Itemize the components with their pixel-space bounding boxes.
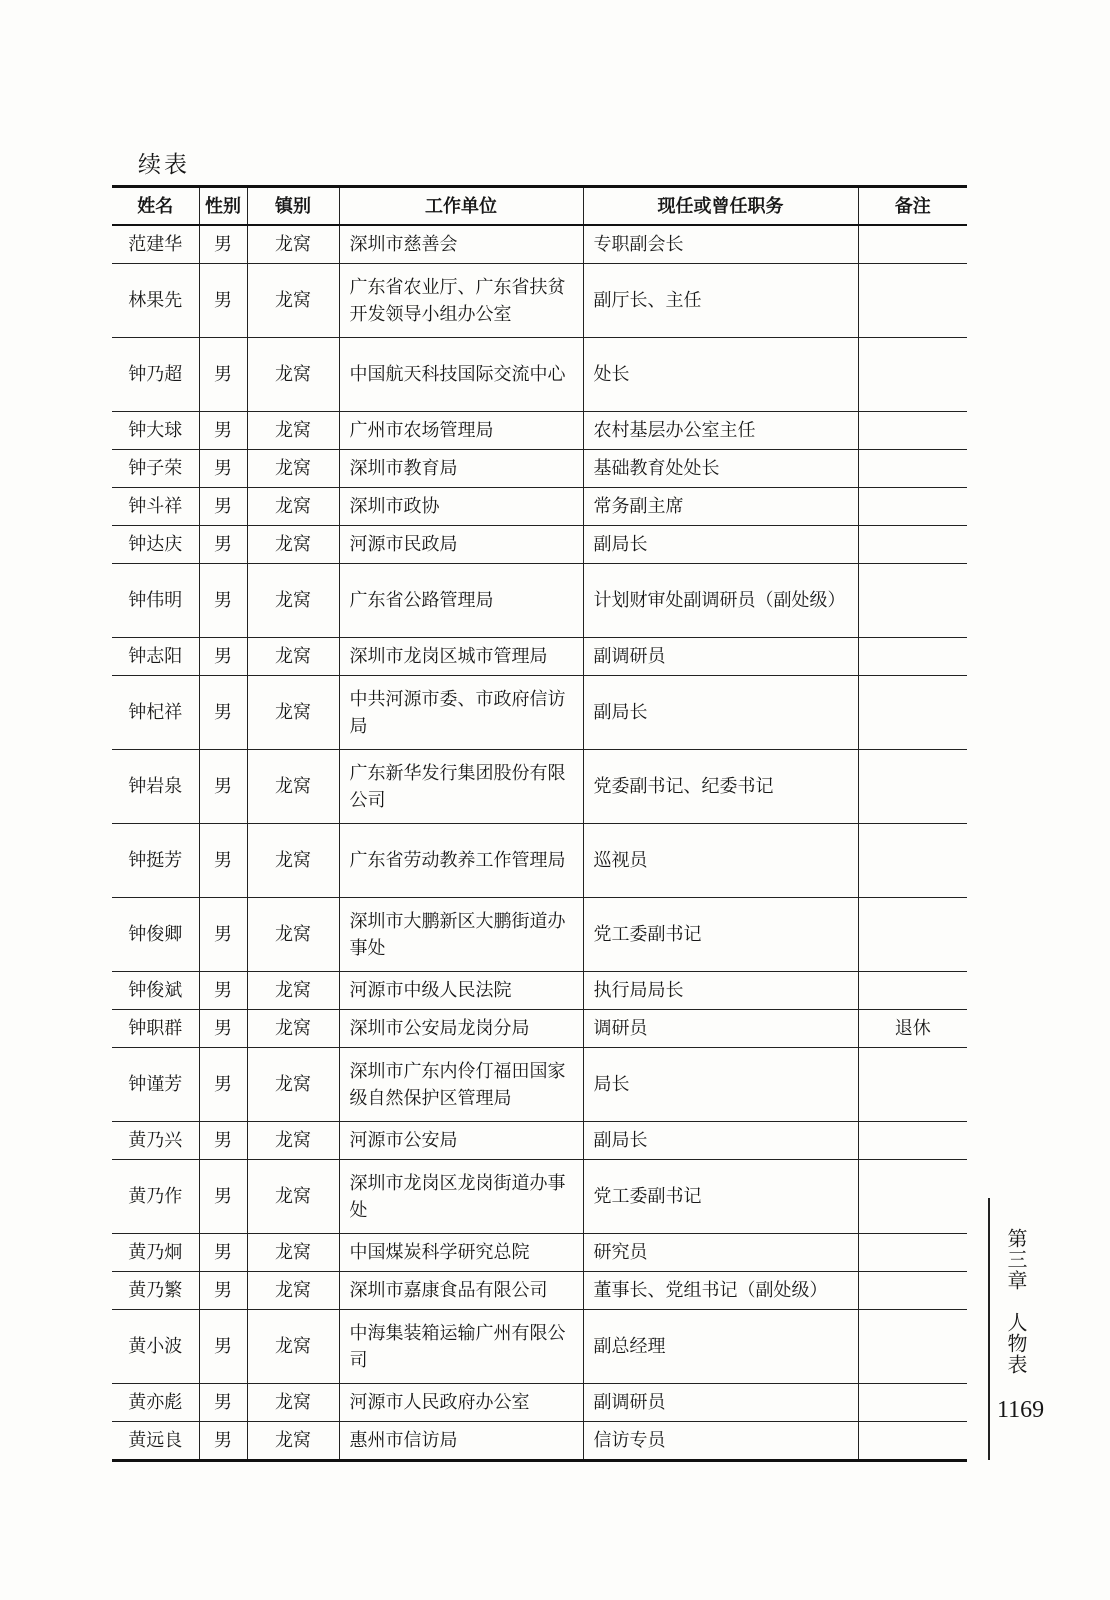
cell-sex: 男 bbox=[199, 488, 247, 526]
cell-unit: 中海集装箱运输广州有限公司 bbox=[339, 1310, 583, 1384]
cell-town: 龙窝 bbox=[247, 824, 339, 898]
cell-note bbox=[858, 1310, 967, 1384]
cell-position: 调研员 bbox=[583, 1010, 858, 1048]
cell-town: 龙窝 bbox=[247, 1272, 339, 1310]
cell-unit: 广东省公路管理局 bbox=[339, 564, 583, 638]
cell-name: 钟志阳 bbox=[112, 638, 199, 676]
table-header-row bbox=[112, 187, 967, 226]
cell-sex: 男 bbox=[199, 1010, 247, 1048]
cell-position: 常务副主席 bbox=[583, 488, 858, 526]
cell-name: 钟俊斌 bbox=[112, 972, 199, 1010]
cell-sex: 男 bbox=[199, 1384, 247, 1422]
table-row bbox=[112, 638, 967, 676]
cell-town: 龙窝 bbox=[247, 898, 339, 972]
cell-position: 局长 bbox=[583, 1048, 858, 1122]
cell-unit: 中国航天科技国际交流中心 bbox=[339, 338, 583, 412]
cell-note bbox=[858, 225, 967, 264]
col-header-name: 姓名 bbox=[137, 195, 174, 217]
cell-name: 钟斗祥 bbox=[112, 488, 199, 526]
cell-town: 龙窝 bbox=[247, 225, 339, 264]
cell-note bbox=[858, 450, 967, 488]
cell-position: 基础教育处处长 bbox=[583, 450, 858, 488]
cell-name: 黄亦彪 bbox=[112, 1384, 199, 1422]
cell-note bbox=[858, 1048, 967, 1122]
cell-unit: 河源市人民政府办公室 bbox=[339, 1384, 583, 1422]
cell-position: 董事长、党组书记（副处级） bbox=[583, 1272, 858, 1310]
cell-sex: 男 bbox=[199, 412, 247, 450]
cell-town: 龙窝 bbox=[247, 1122, 339, 1160]
table-row bbox=[112, 450, 967, 488]
cell-unit: 广东省农业厅、广东省扶贫开发领导小组办公室 bbox=[339, 264, 583, 338]
cell-note bbox=[858, 1160, 967, 1234]
cell-name: 钟杞祥 bbox=[112, 676, 199, 750]
cell-town: 龙窝 bbox=[247, 412, 339, 450]
chapter-label: 第三章 人物表 bbox=[1004, 1228, 1028, 1375]
cell-sex: 男 bbox=[199, 824, 247, 898]
cell-unit: 广东省劳动教养工作管理局 bbox=[339, 824, 583, 898]
table-row bbox=[112, 1010, 967, 1048]
cell-note bbox=[858, 412, 967, 450]
cell-position: 信访专员 bbox=[583, 1422, 858, 1461]
cell-unit: 深圳市慈善会 bbox=[339, 225, 583, 264]
cell-sex: 男 bbox=[199, 564, 247, 638]
cell-position: 党工委副书记 bbox=[583, 1160, 858, 1234]
table-row bbox=[112, 1048, 967, 1122]
cell-note bbox=[858, 1122, 967, 1160]
cell-town: 龙窝 bbox=[247, 1160, 339, 1234]
cell-town: 龙窝 bbox=[247, 564, 339, 638]
col-header-unit: 工作单位 bbox=[339, 187, 583, 226]
table-row bbox=[112, 1422, 967, 1461]
people-table bbox=[112, 185, 967, 1462]
cell-note bbox=[858, 750, 967, 824]
cell-sex: 男 bbox=[199, 1234, 247, 1272]
cell-position: 巡视员 bbox=[583, 824, 858, 898]
col-header-sex: 性别 bbox=[199, 187, 247, 226]
cell-name: 黄小波 bbox=[112, 1310, 199, 1384]
table-row bbox=[112, 824, 967, 898]
cell-town: 龙窝 bbox=[247, 1422, 339, 1461]
cell-name: 黄乃繁 bbox=[112, 1272, 199, 1310]
cell-name: 林果先 bbox=[112, 264, 199, 338]
cell-position: 副调研员 bbox=[583, 1384, 858, 1422]
cell-name: 范建华 bbox=[112, 225, 199, 264]
cell-sex: 男 bbox=[199, 1160, 247, 1234]
cell-sex: 男 bbox=[199, 1310, 247, 1384]
table-row bbox=[112, 1160, 967, 1234]
cell-note bbox=[858, 564, 967, 638]
cell-position: 计划财审处副调研员（副处级） bbox=[583, 564, 858, 638]
cell-town: 龙窝 bbox=[247, 638, 339, 676]
cell-name: 钟谨芳 bbox=[112, 1048, 199, 1122]
cell-position: 副局长 bbox=[583, 1122, 858, 1160]
cell-sex: 男 bbox=[199, 450, 247, 488]
cell-note bbox=[858, 824, 967, 898]
cell-town: 龙窝 bbox=[247, 338, 339, 412]
cell-town: 龙窝 bbox=[247, 750, 339, 824]
cell-sex: 男 bbox=[199, 972, 247, 1010]
cell-name: 钟子荣 bbox=[112, 450, 199, 488]
cell-name: 钟职群 bbox=[112, 1010, 199, 1048]
cell-position: 党委副书记、纪委书记 bbox=[583, 750, 858, 824]
cell-name: 黄乃炯 bbox=[112, 1234, 199, 1272]
cell-position: 副局长 bbox=[583, 526, 858, 564]
cell-name: 钟大球 bbox=[112, 412, 199, 450]
table-row bbox=[112, 898, 967, 972]
cell-town: 龙窝 bbox=[247, 450, 339, 488]
cell-unit: 深圳市大鹏新区大鹏街道办事处 bbox=[339, 898, 583, 972]
cell-sex: 男 bbox=[199, 638, 247, 676]
cell-sex: 男 bbox=[199, 526, 247, 564]
cell-unit: 深圳市教育局 bbox=[339, 450, 583, 488]
cell-town: 龙窝 bbox=[247, 1234, 339, 1272]
cell-note bbox=[858, 488, 967, 526]
cell-name: 钟俊卿 bbox=[112, 898, 199, 972]
cell-name: 黄乃兴 bbox=[112, 1122, 199, 1160]
cell-note bbox=[858, 898, 967, 972]
cell-sex: 男 bbox=[199, 898, 247, 972]
cell-name: 钟达庆 bbox=[112, 526, 199, 564]
cell-sex: 男 bbox=[199, 1122, 247, 1160]
cell-position: 专职副会长 bbox=[583, 225, 858, 264]
cell-town: 龙窝 bbox=[247, 488, 339, 526]
cell-note bbox=[858, 1422, 967, 1461]
cell-unit: 河源市民政局 bbox=[339, 526, 583, 564]
cell-sex: 男 bbox=[199, 264, 247, 338]
cell-position: 研究员 bbox=[583, 1234, 858, 1272]
cell-position: 执行局局长 bbox=[583, 972, 858, 1010]
cell-unit: 惠州市信访局 bbox=[339, 1422, 583, 1461]
table-row bbox=[112, 488, 967, 526]
cell-sex: 男 bbox=[199, 338, 247, 412]
col-header-note: 备注 bbox=[858, 187, 967, 226]
col-header-position: 现任或曾任职务 bbox=[583, 187, 858, 226]
cell-unit: 深圳市龙岗区城市管理局 bbox=[339, 638, 583, 676]
cell-note bbox=[858, 972, 967, 1010]
cell-note: 退休 bbox=[858, 1010, 967, 1048]
table-row bbox=[112, 1272, 967, 1310]
cell-unit: 深圳市龙岗区龙岗街道办事处 bbox=[339, 1160, 583, 1234]
table-row bbox=[112, 225, 967, 264]
cell-sex: 男 bbox=[199, 225, 247, 264]
cell-note bbox=[858, 638, 967, 676]
page-number: 1169 bbox=[997, 1397, 1045, 1423]
cell-note bbox=[858, 338, 967, 412]
cell-sex: 男 bbox=[199, 1048, 247, 1122]
cell-position: 农村基层办公室主任 bbox=[583, 412, 858, 450]
cell-position: 副总经理 bbox=[583, 1310, 858, 1384]
table-row bbox=[112, 338, 967, 412]
cell-unit: 中共河源市委、市政府信访局 bbox=[339, 676, 583, 750]
chapter-divider bbox=[988, 1198, 990, 1460]
cell-unit: 河源市中级人民法院 bbox=[339, 972, 583, 1010]
cell-position: 副厅长、主任 bbox=[583, 264, 858, 338]
cell-sex: 男 bbox=[199, 750, 247, 824]
continued-table-label: 续表 bbox=[138, 152, 190, 178]
cell-unit: 河源市公安局 bbox=[339, 1122, 583, 1160]
cell-unit: 广东新华发行集团股份有限公司 bbox=[339, 750, 583, 824]
table-row bbox=[112, 264, 967, 338]
cell-note bbox=[858, 1234, 967, 1272]
table-row bbox=[112, 972, 967, 1010]
cell-sex: 男 bbox=[199, 1272, 247, 1310]
table-row bbox=[112, 1122, 967, 1160]
cell-town: 龙窝 bbox=[247, 1384, 339, 1422]
table-row bbox=[112, 1384, 967, 1422]
cell-unit: 深圳市政协 bbox=[339, 488, 583, 526]
cell-town: 龙窝 bbox=[247, 676, 339, 750]
table-row bbox=[112, 412, 967, 450]
cell-position: 副调研员 bbox=[583, 638, 858, 676]
cell-sex: 男 bbox=[199, 676, 247, 750]
cell-note bbox=[858, 264, 967, 338]
cell-town: 龙窝 bbox=[247, 1310, 339, 1384]
cell-unit: 深圳市公安局龙岗分局 bbox=[339, 1010, 583, 1048]
cell-town: 龙窝 bbox=[247, 264, 339, 338]
cell-unit: 深圳市广东内伶仃福田国家级自然保护区管理局 bbox=[339, 1048, 583, 1122]
table-row bbox=[112, 564, 967, 638]
cell-name: 钟挺芳 bbox=[112, 824, 199, 898]
table-row bbox=[112, 676, 967, 750]
table-row bbox=[112, 1234, 967, 1272]
cell-name: 钟乃超 bbox=[112, 338, 199, 412]
cell-town: 龙窝 bbox=[247, 526, 339, 564]
cell-name: 黄远良 bbox=[112, 1422, 199, 1461]
cell-unit: 广州市农场管理局 bbox=[339, 412, 583, 450]
cell-sex: 男 bbox=[199, 1422, 247, 1461]
cell-note bbox=[858, 1384, 967, 1422]
cell-note bbox=[858, 676, 967, 750]
cell-town: 龙窝 bbox=[247, 1048, 339, 1122]
cell-note bbox=[858, 526, 967, 564]
cell-unit: 深圳市嘉康食品有限公司 bbox=[339, 1272, 583, 1310]
cell-unit: 中国煤炭科学研究总院 bbox=[339, 1234, 583, 1272]
cell-position: 处长 bbox=[583, 338, 858, 412]
cell-name: 黄乃作 bbox=[112, 1160, 199, 1234]
cell-name: 钟岩泉 bbox=[112, 750, 199, 824]
cell-position: 副局长 bbox=[583, 676, 858, 750]
cell-town: 龙窝 bbox=[247, 972, 339, 1010]
cell-note bbox=[858, 1272, 967, 1310]
table-row bbox=[112, 1310, 967, 1384]
cell-town: 龙窝 bbox=[247, 1010, 339, 1048]
col-header-town: 镇别 bbox=[247, 187, 339, 226]
cell-name: 钟伟明 bbox=[112, 564, 199, 638]
cell-position: 党工委副书记 bbox=[583, 898, 858, 972]
table-row bbox=[112, 526, 967, 564]
table-row bbox=[112, 750, 967, 824]
